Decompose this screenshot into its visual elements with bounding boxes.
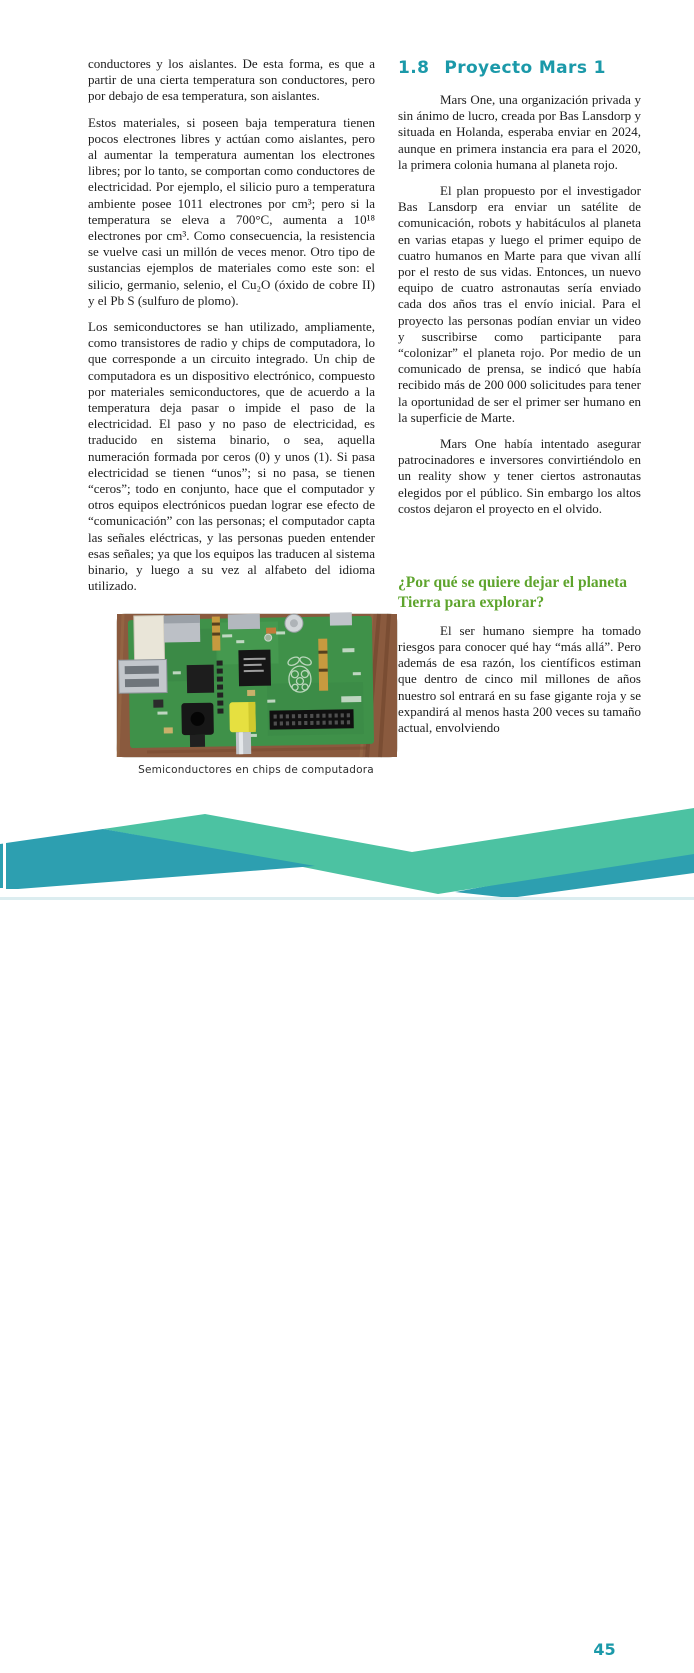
paragraph-patrocinadores: Mars One había intentado asegurar patrocinadores e inversores convirtiéndolo en un reality show y tener ciertos astronautas elegidos por el público. Sin embargo los altos costos dejaron el proyecto en el olvido.: [398, 436, 641, 516]
gpio-header: [269, 709, 353, 729]
page-number-badge: [581, 1626, 628, 1673]
rca-barrel: [236, 731, 251, 753]
csi-stripe: [212, 622, 220, 625]
circuit-board: [118, 611, 374, 755]
dsi-stripe: [319, 668, 328, 671]
paragraph-semiconductores: Los semiconductores se han utilizado, ampliamente, como transistores de radio y chips de computadora, lo que corresponde a un circuito integrado. Un chip de computadora es un dispositivo electrónico, compuesto por materiales semiconductores, que de acuerdo a la temperatura deja pasar o impide el paso de la electricidad. El paso y no paso de electricidad, es traducido en sistema binario, o sea, aquella numeración formada por ceros (0) y unos (1). Si pasa electricidad se tienen “unos”; si no pasa, se tienen “ceros”; todo en conjunto, hace que el computador y otros equipos electrónicos puedan lograr ese efecto de “comunicación” con las personas; el computador capta las señales eléctricas, y las personas pueden entender esas señales; ya que los equipos las traducen al sistema binario, y luego a su vez al alfabeto del idioma utilizado.: [88, 319, 375, 594]
usb-port: [119, 659, 168, 693]
mounting-hole: [265, 634, 272, 641]
hdmi-port: [228, 613, 260, 629]
section-heading: [398, 58, 641, 78]
regulator: [153, 699, 163, 707]
left-column: [88, 56, 375, 776]
course-label: Física 10º: [499, 1640, 576, 1656]
right-column: [398, 56, 641, 746]
section-number: 1.8: [398, 58, 430, 78]
paragraph-plan: El plan propuesto por el investigador Bas Lansdorp era enviar un satélite de comunicación, robots y habitáculos al planeta en varias etapas y luego el primer equipo de cuatro humanos en Marte para que vivan allí por el resto de sus vidas. Entonces, un nuevo equipo de cuatro astronautas sería enviado cada dos años tras el envío inicial. Para el proyecto las personas podían enviar un video y suscribirse como participante para “colonizar” el planeta rojo. Por medio de un comunicado de prensa, se indicó que había recibido más de 200 000 solicitudes para tener la oportunidad de ser el primer ser humano en la superficie de Marte.: [398, 183, 641, 425]
micro-usb-port: [330, 612, 352, 625]
section-title: Proyecto Mars 1: [444, 58, 606, 78]
ethernet-port-top: [164, 614, 200, 623]
paragraph-mars-one: Mars One, una organización privada y sin ánimo de lucro, creada por Bas Lansdorp y situada en Holanda, esperaba enviar en 2024, aunque en primera instancia era para el 2020, la primera colonia humana al planeta rojo.: [398, 92, 641, 172]
semiconductor-figure: [116, 613, 398, 776]
usb-slot: [125, 678, 159, 687]
csi-stripe: [212, 632, 220, 635]
soc-chip: [238, 649, 271, 686]
paragraph-materiales: Estos materiales, si poseen baja temperatura tienen pocos electrones libres y actúan como aislantes, pero al aumentar la temperatura aumentan los electrones libres; por lo tanto, se comportan como conductores de electricidad. Por ejemplo, el silicio puro a temperatura ambiente posee 1011 electrones por cm³; pero si la temperatura se eleva a 700°C, aumenta a 10¹⁸ electrones por cm³. Como consecuencia, la resistencia se vuelve casi un millón de veces menor. Otro tipo de sustancias ejemplos de materiales como este son: el silicio, germanio, selenio, el Cu₂O (óxido de cobre II) y el Pb S (sulfuro de plomo).: [88, 114, 375, 308]
footer-ribbon: [0, 800, 694, 900]
dsi-connector: [318, 638, 328, 690]
figure-caption: Semiconductores en chips de computadora: [138, 763, 374, 776]
ethernet-module: [134, 615, 165, 660]
tantalum-capacitor: [164, 727, 173, 733]
lan-chip: [187, 664, 214, 692]
paragraph-ser-humano: El ser humano siempre ha tomado riesgos para conocer qué hay “más allá”. Pero además de esa razón, los científicos estiman que dentro de cinco mil millones de años nuestro sol entrará en su fase gigante roja y se expandirá al menos hasta 200 veces su tamaño actual, envolviendo: [398, 622, 641, 735]
page-number: 45: [593, 1640, 616, 1659]
subsection-heading: ¿Por qué se quiere dejar el planeta Tierra para explorar?: [398, 574, 628, 611]
usb-slot: [125, 665, 159, 674]
ribbon-bottom-strip: [0, 897, 694, 900]
resistor: [266, 627, 276, 633]
dsi-stripe: [318, 650, 327, 653]
rca-connector-shade: [248, 701, 256, 731]
paragraph-conductores: conductores y los aislantes. De esta forma, es que a partir de una cierta temperatura son conductores, pero por debajo de esa temperatura, son aislantes.: [88, 56, 375, 104]
audio-jack-barrel: [190, 734, 205, 746]
raspberry-pi-photo: [116, 613, 398, 758]
tantalum-capacitor: [247, 689, 255, 695]
ribbon-edge-strip: [0, 844, 3, 888]
rca-barrel-highlight: [239, 732, 243, 754]
raspberry-pi-illustration: [117, 614, 397, 757]
page-footer: [0, 800, 694, 1659]
